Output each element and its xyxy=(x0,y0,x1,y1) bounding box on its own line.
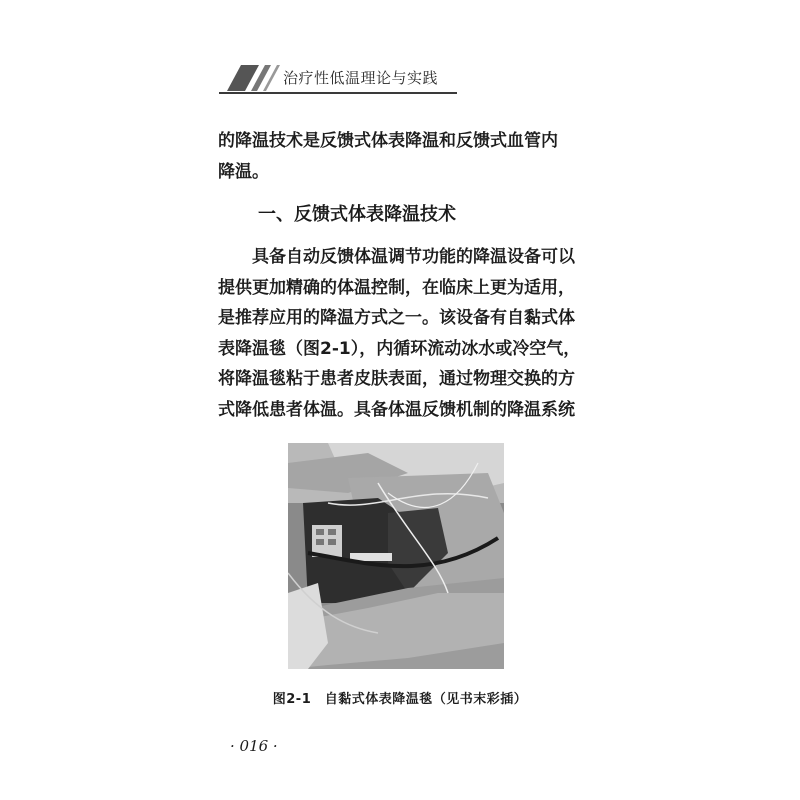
text-line: 降温。 xyxy=(218,161,269,182)
section-heading: 一、反馈式体表降温技术 xyxy=(258,204,456,225)
photo-illustration xyxy=(288,443,504,669)
page-number: · 016 · xyxy=(230,737,278,755)
figure-caption: 图2-1 自黏式体表降温毯（见书末彩插） xyxy=(272,692,528,707)
header-rule xyxy=(219,92,457,94)
running-header xyxy=(219,62,457,94)
figure-photo-cooling-blanket xyxy=(288,443,504,669)
text-line: 的降温技术是反馈式体表降温和反馈式血管内 xyxy=(218,131,558,151)
intro-paragraph xyxy=(218,126,584,187)
text-line: 式降低患者体温。具备体温反馈机制的降温系统 xyxy=(218,399,575,420)
header-stripe-decoration xyxy=(219,65,283,91)
text-line: 提供更加精确的体温控制，在临床上更为适用， xyxy=(218,277,575,298)
text-line: 是推荐应用的降温方式之一。该设备有自黏式体 xyxy=(218,308,575,328)
book-title: 治疗性低温理论与实践 xyxy=(283,69,439,87)
text-line: 将降温毯粘于患者皮肤表面，通过物理交换的方 xyxy=(218,369,575,389)
body-paragraph xyxy=(218,242,584,425)
text-line: 表降温毯（图2-1），内循环流动冰水或冷空气， xyxy=(218,338,581,359)
text-line: 具备自动反馈体温调节功能的降温设备可以 xyxy=(252,247,575,267)
